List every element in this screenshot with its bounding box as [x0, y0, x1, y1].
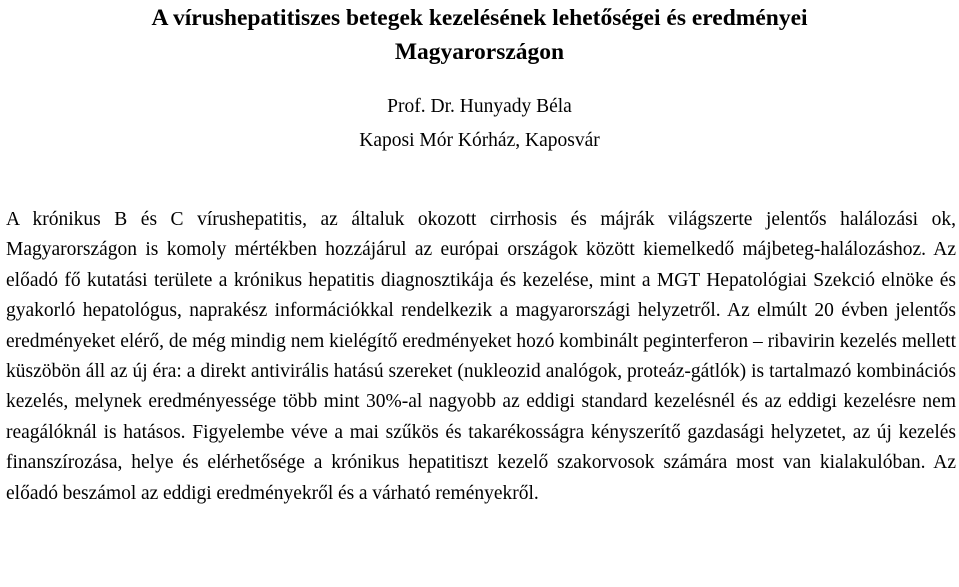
title-line-2: Magyarországon — [394, 39, 565, 65]
author-block — [0, 90, 959, 158]
title-line-1: A vírushepatitiszes betegek kezelésének lehetőségei és eredményei — [151, 5, 808, 31]
document-title — [0, 1, 959, 69]
author-affiliation: Kaposi Mór Kórház, Kaposvár — [359, 130, 600, 151]
author-name: Prof. Dr. Hunyady Béla — [387, 96, 572, 117]
abstract-paragraph: A krónikus B és C vírushepatitis, az általuk okozott cirrhosis és májrák világszerte jelentős halálozási ok, Magyarországon is komoly mértékben hozzájárul az európai országok között kiemelkedő májbeteg-halálozáshoz. Az előadó fő kutatási területe a krónikus hepatitis diagnosztikája és kezelése, mint a MGT Hepatológiai Szekció elnöke és gyakorló hepatológus, naprakész információkkal rendelkezik a magyarországi helyzetről. Az elmúlt 20 évben jelentős eredményeket elérő, de még mindig nem kielégítő eredményeket hozó kombinált peginterferon – ribavirin kezelés mellett küszöbön áll az új éra: a direkt antivirális hatású szereket (nukleozid analógok, proteáz-gátlók) is tartalmazó kombinációs kezelés, melynek eredményessége több mint 30%-al nagyobb az eddigi standard kezelésnél és az eddigi kezelésre nem reagálóknál is hatásos. Figyelembe véve a mai szűkös és takarékosságra kényszerítő gazdasági helyzetet, az új kezelés finanszírozása, helye és elérhetősége a krónikus hepatitiszt kezelő szakorvosok számára most van kialakulóban. Az előadó beszámol az eddigi eredményekről és a várható reményekről. — [6, 209, 956, 504]
